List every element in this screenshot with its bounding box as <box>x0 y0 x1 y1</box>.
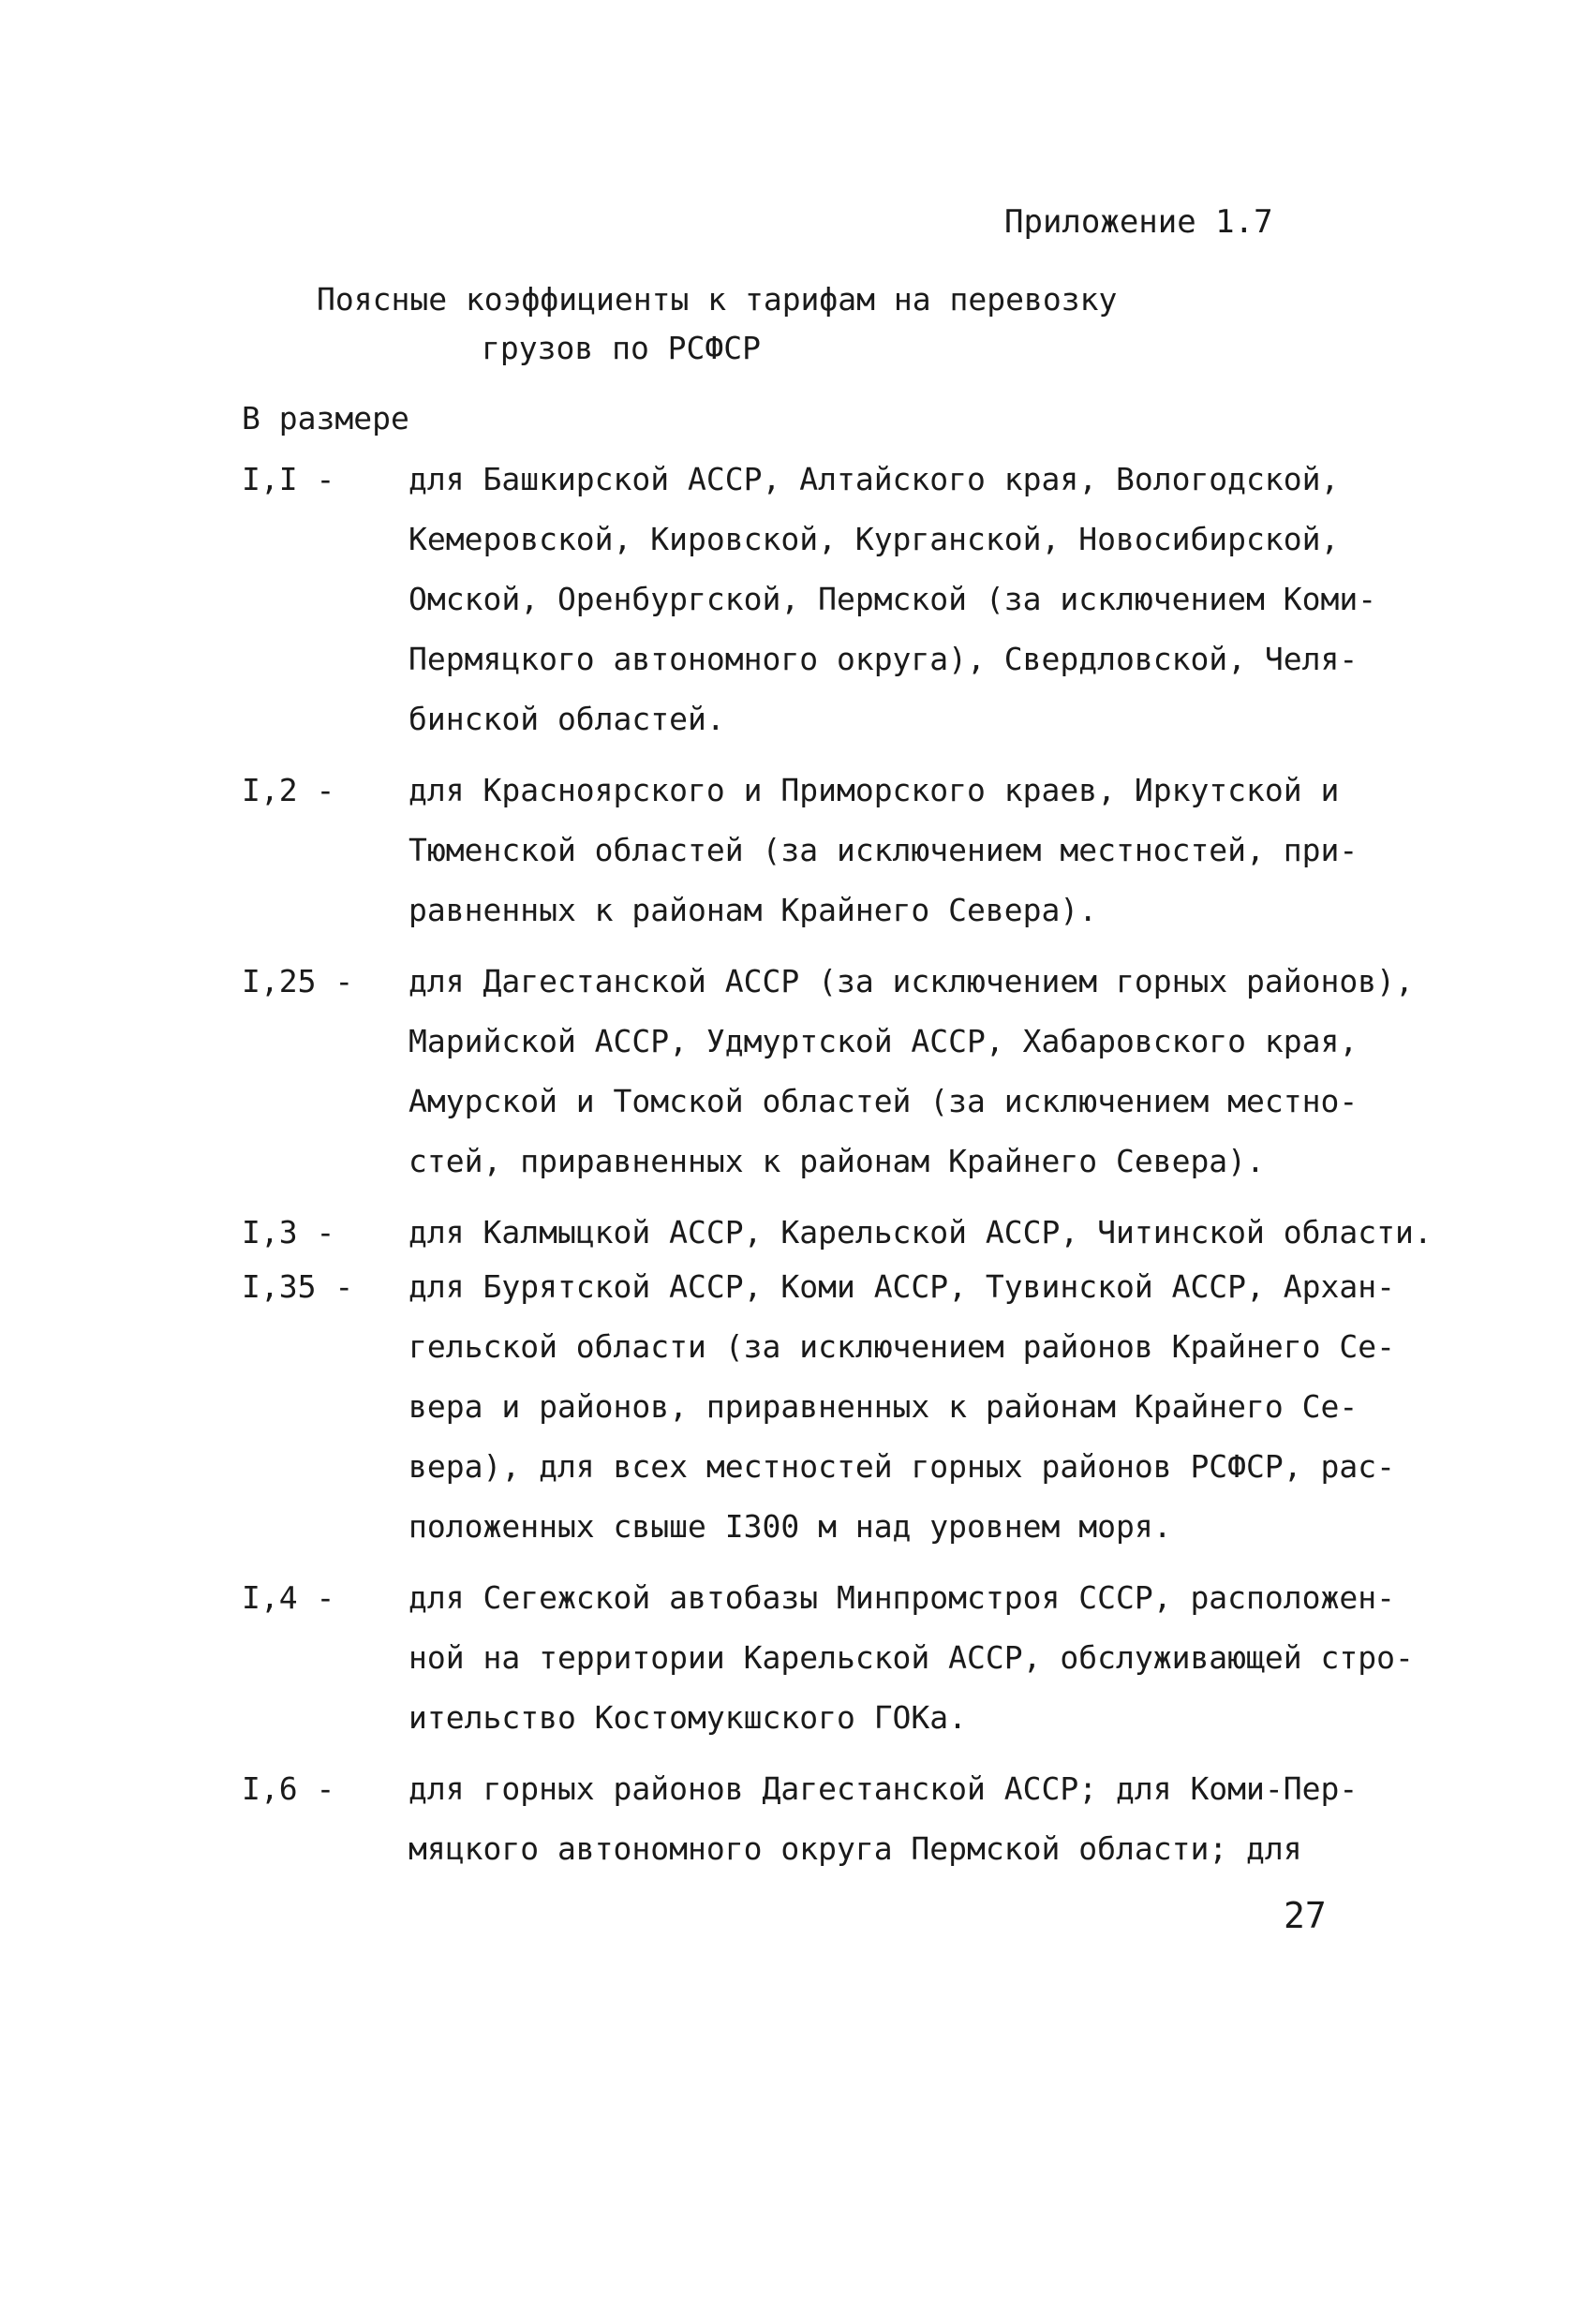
coefficient-description <box>408 1568 1414 1748</box>
description-line: ной на территории Карельской АССР, обслуживающей стро- <box>408 1639 1414 1676</box>
description-line: равненных к районам Крайнего Севера). <box>408 892 1098 928</box>
description-line: Тюменской областей (за исключением местностей, при- <box>408 832 1359 868</box>
description-line: для Башкирской АССР, Алтайского края, Вологодской, <box>408 461 1340 497</box>
coefficient-entry <box>242 1759 1413 1879</box>
coefficient-description <box>408 952 1414 1192</box>
coefficient-value: I,6 - <box>242 1770 335 1807</box>
coefficient-description <box>408 1257 1402 1557</box>
coefficient-value: I,25 - <box>242 963 354 999</box>
description-line: для горных районов Дагестанской АССР; для Коми-Пер- <box>408 1770 1359 1807</box>
coefficient-value: I,2 - <box>242 772 335 808</box>
coefficient-entry <box>242 761 1413 940</box>
coefficient-entry <box>242 1568 1413 1748</box>
coefficient-list <box>242 450 1433 1879</box>
title-line-2: грузов по РСФСР <box>482 330 762 366</box>
coefficient-value: I,4 - <box>242 1579 335 1616</box>
coefficient-description <box>408 1759 1402 1879</box>
coefficient-entry <box>242 450 1413 749</box>
coefficient-description <box>408 1203 1433 1263</box>
description-line: для Бурятской АССР, Коми АССР, Тувинской АССР, Архан- <box>408 1268 1395 1305</box>
description-line: положенных свыше I300 м над уровнем моря. <box>408 1508 1172 1545</box>
description-line: стей, приравненных к районам Крайнего Севера). <box>408 1143 1265 1179</box>
description-line: Омской, Оренбургской, Пермской (за исключением Коми- <box>408 581 1377 617</box>
description-line: для Красноярского и Приморского краев, Иркутской и <box>408 772 1340 808</box>
coefficient-value: I,3 - <box>242 1214 335 1251</box>
description-line: для Дагестанской АССР (за исключением горных районов), <box>408 963 1414 999</box>
description-line: гельской области (за исключением районов Крайнего Се- <box>408 1328 1395 1365</box>
document-title <box>317 275 1160 373</box>
coefficient-entry <box>242 952 1413 1192</box>
appendix-label: Приложение 1.7 <box>1004 203 1273 241</box>
description-line: вера и районов, приравненных к районам Крайнего Се- <box>408 1388 1359 1425</box>
description-line: Кемеровской, Кировской, Курганской, Новосибирской, <box>408 521 1340 557</box>
coefficient-entry <box>242 1257 1413 1557</box>
page-number: 27 <box>1284 1895 1327 1936</box>
description-line: Марийской АССР, Удмуртской АССР, Хабаровского края, <box>408 1023 1359 1059</box>
description-line: для Сегежской автобазы Минпромстроя СССР, расположен- <box>408 1579 1395 1616</box>
description-line: для Калмыцкой АССР, Карельской АССР, Читинской области. <box>408 1214 1433 1251</box>
coefficient-description <box>408 761 1402 940</box>
title-line-1: Поясные коэффициенты к тарифам на перевозку <box>317 281 1118 318</box>
description-line: бинской областей. <box>408 701 725 737</box>
description-line: Амурской и Томской областей (за исключением местно- <box>408 1083 1359 1119</box>
coefficient-value: I,I - <box>242 461 335 497</box>
coefficient-value: I,35 - <box>242 1268 354 1305</box>
intro-text: В размере <box>242 400 409 437</box>
description-line: вера), для всех местностей горных районов РСФСР, рас- <box>408 1448 1395 1485</box>
coefficient-entry <box>242 1203 1433 1263</box>
description-line: ительство Костомукшского ГОКа. <box>408 1699 968 1736</box>
description-line: Пермяцкого автономного округа), Свердловской, Челя- <box>408 641 1359 677</box>
description-line: мяцкого автономного округа Пермской области; для <box>408 1830 1302 1867</box>
coefficient-description <box>408 450 1402 749</box>
